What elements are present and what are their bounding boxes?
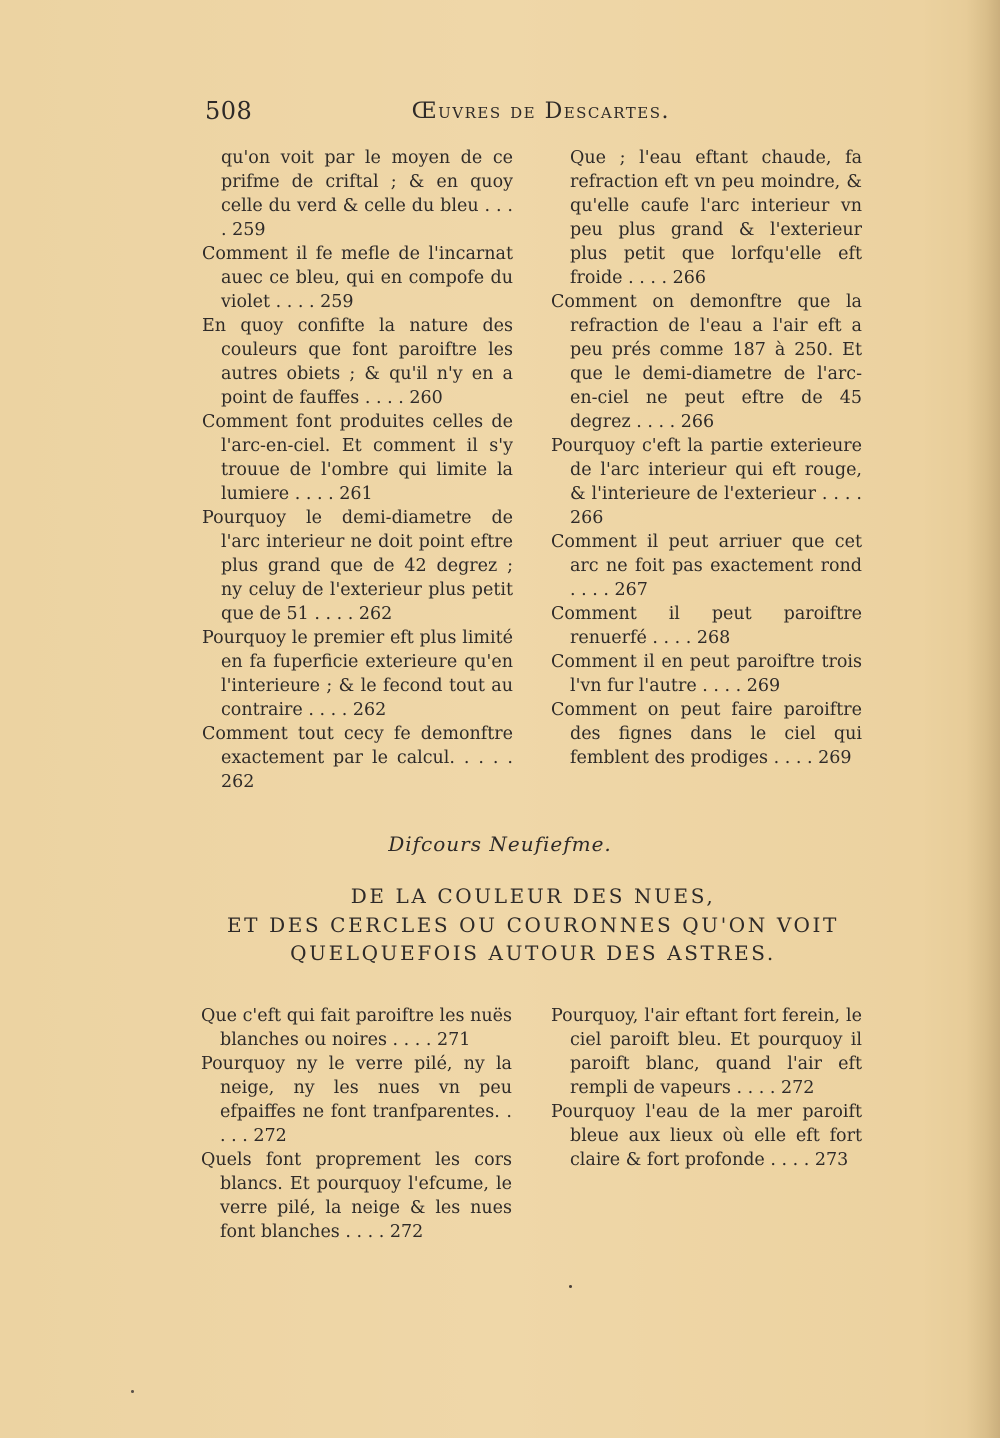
toc-entry-text: Pourquoy le premier eft plus limité en fa fuperficie exterieure qu'en l'interieure ; & le fecond tout au contraire [202,628,513,720]
ink-speck [131,1390,134,1393]
toc-entry [551,146,862,290]
toc-entry-text: Comment il fe mefle de l'incarnat auec ce bleu, qui en compofe du violet [202,244,513,312]
toc-entry-text: Comment font produites celles de l'arc-en-ciel. Et comment il s'y trouue de l'ombre qui limite la lumiere [202,412,513,504]
toc-leader-dots: . . . . [815,484,862,504]
toc-entry [551,290,862,434]
toc-leader-dots: . . . . [220,1102,512,1146]
toc-entry [202,242,513,314]
toc-entry-text: Pourquoy ny le verre pilé, ny la neige, ny les nues vn peu efpaiffes ne font tranfparentes. [201,1054,512,1122]
toc-entry-text: Pourquoy le demi-diametre de l'arc interieur ne doit point eftre plus grand que de 42 degrez ; ny celuy de l'exterieur plus petit que de 51 [202,508,513,624]
toc-entry-text: Que ; l'eau eftant chaude, fa refraction eft vn peu moindre, & qu'elle caufe l'arc interieur vn peu plus grand & l'exterieur plus petit que lorfqu'elle eft froide [570,148,862,288]
toc-entry [202,410,513,506]
toc-leader-dots: . . . . [454,748,513,768]
toc-entry [551,1004,862,1100]
toc-entry-text: Comment il peut paroiftre renuerfé [551,604,862,648]
toc-leader-dots: . . . . [339,1222,390,1242]
discours-heading: Difcours Neufiefme. [388,832,612,856]
toc-entry-page: 271 [437,1030,471,1050]
chapter-title-line: ET DES CERCLES OU COURONNES QU'ON VOIT [226,912,839,937]
toc-leader-dots: . . . . [221,196,513,240]
toc-leader-dots: . . . . [696,676,747,696]
toc-entry-page: 266 [570,508,604,528]
toc-entry-page: 272 [253,1126,287,1146]
toc-leader-dots: . . . . [570,580,615,600]
page-edge-shadow [966,0,1000,1438]
toc-entry [202,722,513,794]
toc-entry-page: 273 [814,1150,849,1170]
toc-column-right-1 [551,146,862,770]
toc-entry-page: 259 [320,292,354,312]
ink-speck [569,1285,572,1288]
chapter-title-line: QUELQUEFOIS AUTOUR DES ASTRES. [290,941,776,965]
toc-entry-text: Pourquoy, l'air eftant fort ferein, le ciel paroift bleu. Et pourquoy il paroift blanc, quand l'air eft rempli de vapeurs [551,1006,862,1098]
toc-column-right-2 [551,1004,862,1172]
toc-entry [551,602,862,650]
toc-entry [201,1052,512,1148]
page-header [205,97,670,131]
page-number: 508 [205,97,253,125]
toc-leader-dots: . . . . [768,748,819,768]
toc-leader-dots: . . . . [764,1150,815,1170]
toc-entry-text: Comment il en peut paroiftre trois l'vn fur l'autre [551,652,862,696]
toc-entry-page: 272 [389,1222,424,1242]
toc-entry-page: 261 [339,484,373,504]
toc-entry [551,1100,862,1172]
toc-entry-page: 269 [818,748,852,768]
toc-entry [202,146,513,242]
toc-entry [201,1148,512,1244]
toc-leader-dots: . . . . [359,388,410,408]
toc-entry-page: 262 [358,604,393,624]
toc-entry-page: 260 [409,388,443,408]
toc-entry-text: Quels font proprement les cors blancs. Et pourquoy l'efcume, le verre pilé, la neige & les nues font blanches [201,1150,512,1242]
toc-leader-dots: . . . . [308,604,359,624]
running-title: Œuvres de Descartes. [411,99,670,124]
toc-entry-page: 272 [780,1078,815,1098]
toc-leader-dots: . . . . [289,484,340,504]
toc-entry [551,698,862,770]
toc-entry-text: En quoy confifte la nature des couleurs que font paroiftre les autres obiets ; & qu'il n'y en a point de fauffes [202,316,513,408]
toc-entry [551,434,862,530]
toc-leader-dots: . . . . [730,1078,781,1098]
toc-entry-page: 268 [696,628,731,648]
toc-entry-page: 267 [614,580,648,600]
toc-entry [201,1004,512,1052]
toc-leader-dots: . . . . [630,412,681,432]
toc-entry [202,314,513,410]
toc-leader-dots: . . . . [270,292,321,312]
chapter-title-line: DE LA COULEUR DES NUES, [350,884,716,908]
toc-entry-page: 266 [680,412,715,432]
toc-entry-page: 262 [352,700,387,720]
toc-entry-text: Comment tout cecy fe demonftre exactement par le calcul. [202,724,513,768]
toc-entry-page: 262 [221,772,255,792]
toc-entry [202,506,513,626]
toc-entry [551,650,862,698]
toc-entry-text: Comment il peut arriuer que cet arc ne foit pas exactement rond [551,532,862,576]
toc-entry-text: qu'on voit par le moyen de ce prifme de criftal ; & en quoy celle du verd & celle du bleu [221,148,513,216]
toc-entry-text: Pourquoy c'eft la partie exterieure de l'arc interieur qui eft rouge, & l'interieure de l'exterieur [551,436,862,504]
toc-entry [202,626,513,722]
toc-entry-text: Que c'eft qui fait paroiftre les nuës blanches ou noires [201,1006,512,1050]
toc-entry-text: Pourquoy l'eau de la mer paroift bleue aux lieux où elle eft fort claire & fort profonde [551,1102,862,1170]
toc-entry-page: 259 [232,220,266,240]
toc-column-left-1 [202,146,513,794]
toc-column-left-2 [201,1004,512,1244]
toc-entry [551,530,862,602]
toc-entry-page: 266 [672,268,707,288]
chapter-title [200,882,866,968]
toc-entry-page: 269 [746,676,781,696]
toc-leader-dots: . . . . [386,1030,438,1050]
toc-entry-text: Comment on demonftre que la refraction de l'eau a l'air eft a peu prés comme 187 à 250. Et que le demi-diametre de l'arc-en-ciel ne peut eftre de 45 degrez [551,292,862,432]
toc-leader-dots: . . . . [646,628,697,648]
toc-leader-dots: . . . . [622,268,673,288]
toc-entry-text: Comment on peut faire paroiftre des fignes dans le ciel qui femblent des prodiges [551,700,862,768]
toc-leader-dots: . . . . [302,700,353,720]
